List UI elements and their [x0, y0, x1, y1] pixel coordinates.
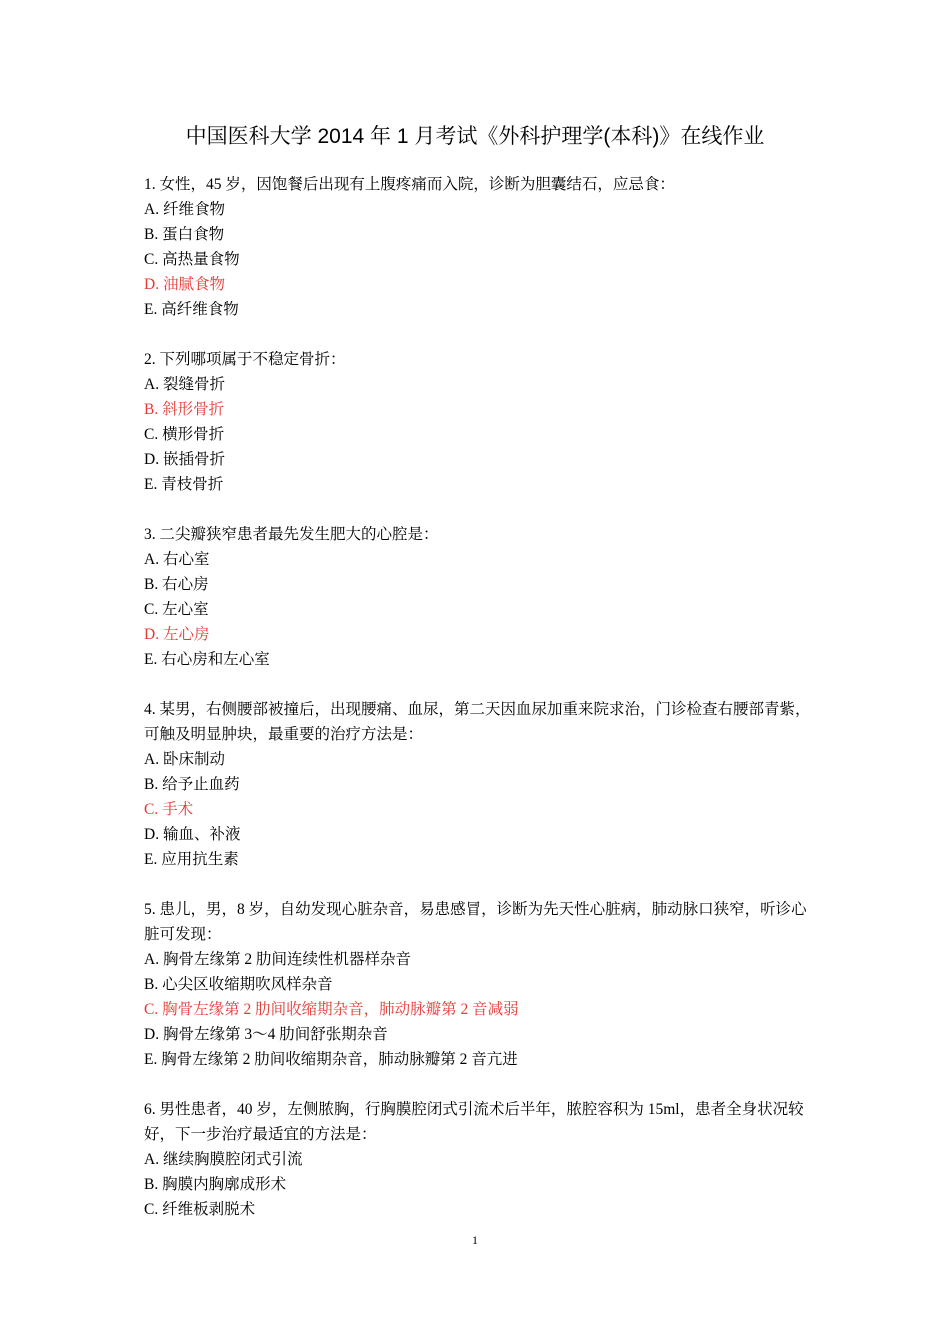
question-stem: 2. 下列哪项属于不稳定骨折： [144, 351, 346, 368]
answer-option: A. 胸骨左缘第 2 肋间连续性机器样杂音 [144, 951, 411, 968]
answer-option: A. 继续胸膜腔闭式引流 [144, 1151, 303, 1168]
answer-option: D. 输血、补液 [144, 826, 241, 843]
answer-option: A. 卧床制动 [144, 751, 225, 768]
question-block [144, 1097, 814, 1222]
question-stem: 5. 患儿，男，8 岁，自幼发现心脏杂音，易患感冒，诊断为先天性心脏病，肺动脉口狭窄，听诊心脏可发现： [144, 901, 807, 943]
question-stem: 1. 女性，45 岁，因饱餐后出现有上腹疼痛而入院，诊断为胆囊结石，应忌食： [144, 176, 675, 193]
question-block [144, 897, 814, 1072]
question-stem: 4. 某男，右侧腰部被撞后，出现腰痛、血尿，第二天因血尿加重来院求治，门诊检查右腰部青紫，可触及明显肿块，最重要的治疗方法是： [144, 701, 811, 743]
page-title: 中国医科大学 2014 年 1 月考试《外科护理学(本科)》在线作业 [185, 125, 765, 148]
answer-option: E. 应用抗生素 [144, 851, 239, 868]
answer-option: B. 心尖区收缩期吹风样杂音 [144, 976, 333, 993]
answer-option: D. 嵌插骨折 [144, 451, 225, 468]
answer-option-correct: B. 斜形骨折 [144, 401, 225, 418]
answer-option: A. 裂缝骨折 [144, 376, 225, 393]
question-block [144, 697, 814, 872]
question-list [144, 172, 814, 1247]
answer-option-correct: C. 胸骨左缘第 2 肋间收缩期杂音，肺动脉瓣第 2 音减弱 [144, 1001, 519, 1018]
page-number: 1 [472, 1233, 478, 1247]
question-stem: 6. 男性患者，40 岁，左侧脓胸，行胸膜腔闭式引流术后半年，脓腔容积为 15ml，患者全身状况较好，下一步治疗最适宜的方法是： [144, 1101, 804, 1143]
question-block [144, 522, 814, 672]
answer-option-correct: D. 油腻食物 [144, 276, 225, 293]
answer-option-correct: D. 左心房 [144, 626, 210, 643]
answer-option: E. 右心房和左心室 [144, 651, 270, 668]
answer-option: A. 纤维食物 [144, 201, 225, 218]
answer-option: E. 胸骨左缘第 2 肋间收缩期杂音，肺动脉瓣第 2 音亢进 [144, 1051, 518, 1068]
question-block [144, 172, 814, 322]
answer-option: E. 青枝骨折 [144, 476, 224, 493]
question-stem: 3. 二尖瓣狭窄患者最先发生肥大的心腔是： [144, 526, 439, 543]
answer-option: D. 胸骨左缘第 3～4 肋间舒张期杂音 [144, 1026, 388, 1043]
answer-option: B. 右心房 [144, 576, 209, 593]
answer-option: B. 给予止血药 [144, 776, 240, 793]
answer-option: C. 左心室 [144, 601, 209, 618]
answer-option-correct: C. 手术 [144, 801, 194, 818]
answer-option: C. 横形骨折 [144, 426, 225, 443]
answer-option: A. 右心室 [144, 551, 210, 568]
answer-option: C. 纤维板剥脱术 [144, 1201, 256, 1218]
answer-option: B. 胸膜内胸廓成形术 [144, 1176, 287, 1193]
answer-option: B. 蛋白食物 [144, 226, 225, 243]
question-block [144, 347, 814, 497]
answer-option: C. 高热量食物 [144, 251, 240, 268]
answer-option: E. 高纤维食物 [144, 301, 239, 318]
